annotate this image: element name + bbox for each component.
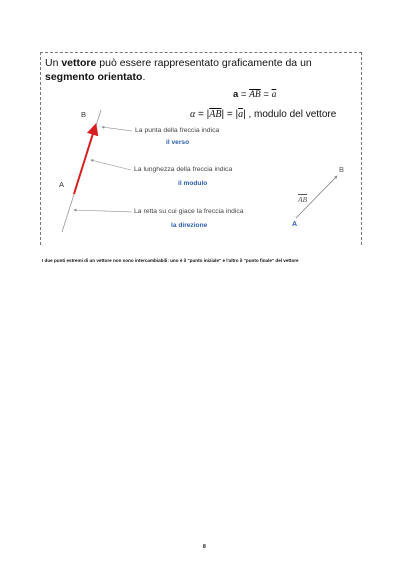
formula2-eq1: = | [195, 109, 210, 120]
intro-text-3: . [142, 71, 146, 83]
intro-bold-segmento: segmento orientato [45, 71, 143, 83]
formula1-eq2: = [260, 89, 272, 100]
page-number: 8 [203, 544, 206, 550]
formula2-vec-a: $\overline{a}$ [238, 109, 244, 120]
formula1-eq: = [238, 89, 250, 100]
intro-bold-vettore: vettore [61, 57, 97, 69]
direzione-label: la direzione [171, 222, 208, 229]
modulo-description: La lunghezza della freccia indica [134, 166, 233, 173]
small-vector-a-label: A [292, 221, 298, 228]
guide-arrow-verso [102, 127, 132, 131]
endpoints-note: I due punti estremi di un vettore non sono intercambiabili: uno è il "punto iniziale" e l'altro il "punto finale" del vettore [42, 258, 299, 263]
formula2-eq2: | = | [221, 109, 239, 120]
formula1-lhs: a [233, 89, 239, 100]
modulo-label: il modulo [178, 180, 208, 187]
small-vector-b-label: B [339, 165, 345, 174]
guide-arrow-modulo [91, 160, 131, 170]
verso-label: il verso [166, 139, 190, 146]
formula2-eq3: | , [243, 109, 254, 120]
point-b-label: B [81, 110, 87, 119]
guide-arrow-direzione [74, 210, 132, 212]
intro-text-2: può essere rappresentato graficamente da un [96, 57, 312, 69]
small-vector-ab-label: $\overline{AB}$ [298, 195, 308, 204]
intro-text-1: Un [45, 57, 62, 69]
formula1-vec-ab: $\overline{AB}$ [249, 90, 261, 100]
formula2-text: modulo del vettore [254, 109, 337, 120]
formula2-alpha: α [190, 109, 196, 120]
verso-description: La punta della freccia indica [135, 127, 220, 134]
direzione-description: La retta su cui giace la freccia indica [134, 208, 244, 215]
formula2-vec-ab: $\overline{AB}$ [209, 109, 222, 120]
formula1-vec-a: $\overline{a}$ [271, 90, 277, 100]
point-a-label: A [59, 180, 65, 189]
